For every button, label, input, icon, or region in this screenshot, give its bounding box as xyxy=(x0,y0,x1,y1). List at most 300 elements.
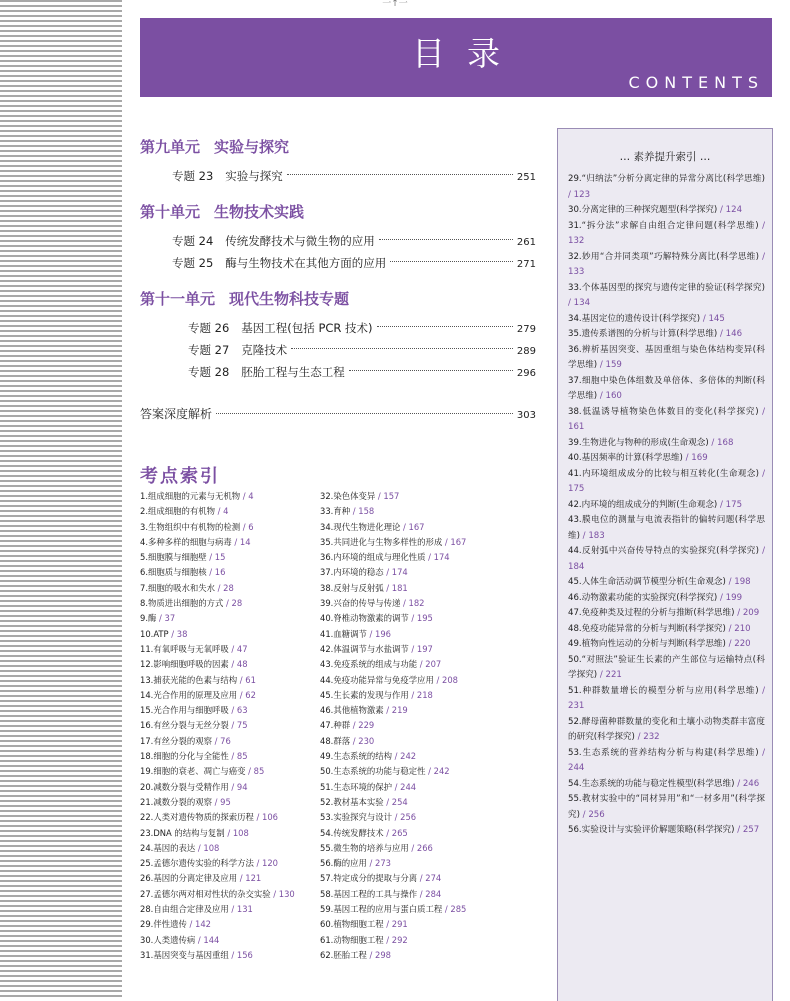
entry-page: 199 xyxy=(725,592,743,603)
index-entry[interactable]: 36.内环境的组成与理化性质 / 174 xyxy=(320,552,450,563)
index-entry[interactable]: 55.教材实验中的“同材异用”和“一材多用”(科学探究) / 256 xyxy=(568,794,765,820)
entry-name: 7.细胞的吸水和失水 xyxy=(140,582,215,593)
entry-name: 13.捕获光能的色素与结构 xyxy=(140,674,238,685)
entry-page: 4 xyxy=(223,506,229,517)
entry-page: 85 xyxy=(253,766,265,777)
entry-name: 14.光合作用的原理及应用 xyxy=(140,689,238,700)
entry-name: 48.群落 xyxy=(320,735,351,746)
entry-name: 3.生物组织中有机物的检测 xyxy=(140,521,241,532)
entry-name: 33.育种 xyxy=(320,506,351,517)
index-entry[interactable]: 60.植物细胞工程 / 291 xyxy=(320,919,408,930)
entry-page: 157 xyxy=(383,491,400,501)
literacy-index-panel xyxy=(557,128,773,1001)
index-entry[interactable]: 57.特定成分的提取与分离 / 274 xyxy=(320,873,442,884)
entry-page: 161 xyxy=(568,422,585,432)
leader-dots xyxy=(377,325,513,327)
entry-name: 47.种群 xyxy=(320,720,351,731)
entry-page: 124 xyxy=(725,205,743,215)
entry-page: 94 xyxy=(236,781,248,792)
unit-label: 第九单元 xyxy=(140,138,201,156)
entry-page: 4 xyxy=(248,491,254,501)
unit-title: 实验与探究 xyxy=(214,138,290,156)
entry-page: 75 xyxy=(236,720,248,731)
entry-name: 33.个体基因型的探究与遗传定律的验证(科学探究) xyxy=(568,282,765,293)
index-entry[interactable]: 9.酶 / 37 xyxy=(140,613,176,624)
index-entry[interactable]: 28.自由组合定律及应用 / 131 xyxy=(140,904,253,915)
index-entry[interactable]: 41.内环境组成成分的比较与相互转化(生命观念) / 175 xyxy=(568,468,765,494)
entry-name: 53.实验探究与设计 xyxy=(320,812,392,823)
entry-name: 31.“拆分法”求解自由组合定律问题(科学思维) xyxy=(568,220,759,231)
entry-name: 45.生长素的发现与作用 xyxy=(320,689,409,700)
entry-page: 61 xyxy=(245,674,256,685)
entry-page: 244 xyxy=(568,763,585,773)
index-entry[interactable]: 48.免疫功能异常的分析与判断(科学探究) / 210 xyxy=(568,623,751,634)
entry-page: 142 xyxy=(194,919,211,930)
entry-page: 244 xyxy=(400,781,417,792)
entry-page: 246 xyxy=(742,778,760,789)
table-of-contents xyxy=(140,136,536,422)
index-entry[interactable]: 29.伴性遗传 / 142 xyxy=(140,919,211,930)
topic-label: 专题 24 xyxy=(172,234,214,248)
index-entry[interactable]: 52.教材基本实验 / 254 xyxy=(320,796,408,807)
entry-page: 169 xyxy=(691,453,708,463)
entry-page: 37 xyxy=(164,613,176,624)
entry-page: 146 xyxy=(725,329,743,339)
index-entry[interactable]: 55.微生物的培养与应用 / 266 xyxy=(320,842,433,853)
entry-page: 16 xyxy=(214,567,226,578)
entry-name: 53.生态系统的营养结构分析与构建(科学思维) xyxy=(568,747,759,758)
entry-name: 42.内环境的组成成分的判断(生命观念) xyxy=(568,499,718,510)
entry-page: 175 xyxy=(568,484,585,494)
index-entry[interactable]: 61.动物细胞工程 / 292 xyxy=(320,934,408,945)
index-entry[interactable]: 3.生物组织中有机物的检测 / 6 xyxy=(140,521,254,532)
leader-dots xyxy=(216,412,513,414)
index-entry[interactable]: 30.人类遗传病 / 144 xyxy=(140,934,220,945)
entry-name: 34.基因定位的遗传设计(科学探究) xyxy=(568,313,701,324)
index-entry[interactable]: 16.有丝分裂与无丝分裂 / 75 xyxy=(140,720,248,731)
entry-page: 229 xyxy=(358,720,375,731)
index-entry[interactable]: 40.脊椎动物激素的调节 / 195 xyxy=(320,613,433,624)
entry-page: 195 xyxy=(416,613,433,624)
entry-name: 46.动物激素功能的实验探究(科学探究) xyxy=(568,592,718,603)
entry-page: 48 xyxy=(236,659,248,670)
leader-dots xyxy=(291,347,513,349)
entry-page: 230 xyxy=(358,735,375,746)
entry-page: 95 xyxy=(220,796,231,807)
index-column-2 xyxy=(320,489,545,963)
entry-page: 219 xyxy=(391,705,408,716)
topic-page: 279 xyxy=(516,324,536,335)
entry-page: 292 xyxy=(391,934,408,945)
index-entry[interactable]: 45.人体生命活动调节模型分析(生命观念) / 198 xyxy=(568,577,751,587)
unit-title: 生物技术实践 xyxy=(214,203,305,221)
entry-name: 32.妙用“合并同类项”巧解特殊分离比(科学思维) xyxy=(568,251,760,262)
page-title: 目录 xyxy=(412,34,522,73)
entry-page: 120 xyxy=(261,858,278,869)
entry-name: 56.酶的应用 xyxy=(320,858,367,869)
index-entry[interactable]: 35.遗传系谱图的分析与计算(科学思维) / 146 xyxy=(568,329,743,339)
entry-name: 44.反射弧中兴奋传导特点的实验探究(科学探究) xyxy=(568,546,760,556)
index-entry[interactable]: 46.其他植物激素 / 219 xyxy=(320,705,408,716)
entry-page: 144 xyxy=(203,934,220,945)
entry-page: 284 xyxy=(425,888,442,899)
entry-page: 220 xyxy=(734,639,751,649)
entry-page: 15 xyxy=(214,552,226,563)
entry-name: 12.影响细胞呼吸的因素 xyxy=(140,659,229,670)
entry-page: 285 xyxy=(450,904,467,915)
index-entry[interactable]: 50.生态系统的功能与稳定性 / 242 xyxy=(320,766,450,777)
entry-name: 49.植物向性运动的分析与判断(科学思维) xyxy=(568,639,726,649)
index-entry[interactable]: 50.“对照法”验证生长素的产生部位与运输特点(科学探究) / 221 xyxy=(568,654,765,680)
entry-name: 40.脊椎动物激素的调节 xyxy=(320,613,409,624)
unit-heading xyxy=(140,136,536,157)
leader-dots xyxy=(390,260,513,262)
index-entry[interactable]: 31.“拆分法”求解自由组合定律问题(科学思维) / 132 xyxy=(568,220,765,246)
index-entry[interactable]: 17.有丝分裂的观察 / 76 xyxy=(140,735,231,746)
entry-page: 160 xyxy=(605,391,622,401)
entry-name: 28.自由组合定律及应用 xyxy=(140,904,229,915)
entry-name: 52.酵母菌种群数量的变化和土壤小动物类群丰富度的研究(科学探究) xyxy=(568,716,765,742)
index-entry[interactable]: 6.细胞质与细胞核 / 16 xyxy=(140,567,226,578)
index-entry[interactable]: 33.个体基因型的探究与遗传定律的验证(科学探究) / 134 xyxy=(568,282,765,308)
index-entry[interactable]: 34.现代生物进化理论 / 167 xyxy=(320,521,425,532)
entry-name: 60.植物细胞工程 xyxy=(320,919,384,930)
entry-name: 51.种群数量增长的模型分析与应用(科学思维) xyxy=(568,685,759,696)
entry-page: 231 xyxy=(568,701,585,711)
index-entry[interactable]: 1.组成细胞的元素与无机物 / 4 xyxy=(140,491,254,501)
index-entry[interactable]: 29.“归纳法”分析分离定律的异常分离比(科学思维) / 123 xyxy=(568,174,765,200)
entry-name: 38.反射与反射弧 xyxy=(320,582,384,593)
entry-page: 221 xyxy=(605,670,622,680)
entry-page: 159 xyxy=(605,360,622,370)
index-entry[interactable]: 40.基因频率的计算(科学思维) / 169 xyxy=(568,453,708,463)
entry-page: 134 xyxy=(573,298,591,308)
index-entry[interactable]: 53.实验探究与设计 / 256 xyxy=(320,812,417,823)
index-entry[interactable]: 18.细胞的分化与全能性 / 85 xyxy=(140,751,248,762)
index-entry[interactable]: 24.基因的表达 / 108 xyxy=(140,842,220,853)
entry-name: 59.基因工程的应用与蛋白质工程 xyxy=(320,904,443,915)
entry-page: 38 xyxy=(176,628,188,639)
index-entry[interactable]: 35.共同进化与生物多样性的形成 / 167 xyxy=(320,536,467,547)
entry-name: 1.组成细胞的元素与无机物 xyxy=(140,491,241,501)
entry-name: 47.免疫种类及过程的分析与推断(科学思维) xyxy=(568,608,735,618)
entry-page: 131 xyxy=(236,904,253,915)
entry-page: 14 xyxy=(239,536,251,547)
entry-page: 132 xyxy=(568,236,585,246)
entry-page: 76 xyxy=(220,735,231,746)
entry-name: 46.其他植物激素 xyxy=(320,705,384,716)
entry-name: 27.孟德尔两对相对性状的杂交实验 xyxy=(140,888,271,899)
entry-page: 198 xyxy=(734,577,751,587)
index-entry[interactable]: 38.反射与反射弧 / 181 xyxy=(320,582,408,593)
entry-name: 58.基因工程的工具与操作 xyxy=(320,888,418,899)
entry-page: 182 xyxy=(408,598,425,609)
entry-name: 45.人体生命活动调节模型分析(生命观念) xyxy=(568,577,726,587)
index-entry[interactable]: 48.群落 / 230 xyxy=(320,735,375,746)
leader-dots xyxy=(287,173,513,175)
index-column-1 xyxy=(140,489,315,963)
toc-entry[interactable] xyxy=(140,339,536,361)
entry-page: 175 xyxy=(725,499,743,510)
entry-name: 40.基因频率的计算(科学思维) xyxy=(568,453,683,463)
index-entry[interactable]: 36.辨析基因突变、基因重组与染色体结构变异(科学思维) / 159 xyxy=(568,344,765,370)
index-entry[interactable]: 56.酶的应用 / 273 xyxy=(320,858,391,869)
index-entry[interactable]: 25.孟德尔遗传实验的科学方法 / 120 xyxy=(140,858,278,869)
entry-page: 158 xyxy=(358,506,375,517)
entry-page: 256 xyxy=(400,812,417,823)
entry-page: 196 xyxy=(374,628,391,639)
index-entry[interactable]: 59.基因工程的应用与蛋白质工程 / 285 xyxy=(320,904,467,915)
index-entry[interactable]: 22.人类对遗传物质的探索历程 / 106 xyxy=(140,812,278,823)
topic-label: 专题 25 xyxy=(172,256,214,270)
entry-name: 30.分离定律的三种探究题型(科学探究) xyxy=(568,205,718,215)
entry-name: 56.实验设计与实验评价解题策略(科学探究) xyxy=(568,825,735,835)
entry-name: 23.DNA 的结构与复制 xyxy=(140,827,225,838)
index-entry[interactable]: 38.低温诱导植物染色体数目的变化(科学探究) / 161 xyxy=(568,406,765,432)
entry-name: 11.有氧呼吸与无氧呼吸 xyxy=(140,643,229,654)
entry-page: 167 xyxy=(408,521,425,532)
answer-title: 答案深度解析 xyxy=(140,407,213,421)
entry-page: 265 xyxy=(391,827,408,838)
index-entry[interactable]: 31.基因突变与基因重组 / 156 xyxy=(140,949,253,960)
entry-name: 35.遗传系谱图的分析与计算(科学思维) xyxy=(568,329,718,339)
index-entry[interactable]: 56.实验设计与实验评价解题策略(科学探究) / 257 xyxy=(568,825,760,835)
index-entry[interactable]: 26.基因的分离定律及应用 / 121 xyxy=(140,873,262,884)
entry-name: 38.低温诱导植物染色体数目的变化(科学探究) xyxy=(568,406,759,417)
topic-page: 251 xyxy=(516,172,536,183)
entry-name: 37.内环境的稳态 xyxy=(320,567,384,578)
index-entry[interactable]: 37.细胞中染色体组数及单倍体、多倍体的判断(科学思维) / 160 xyxy=(568,375,765,401)
entry-name: 35.共同进化与生物多样性的形成 xyxy=(320,536,443,547)
index-title: 考点索引 xyxy=(140,466,220,487)
index-entry[interactable]: 33.育种 / 158 xyxy=(320,506,375,517)
entry-page: 85 xyxy=(236,751,248,762)
index-entry[interactable]: 41.血糖调节 / 196 xyxy=(320,628,391,639)
entry-page: 62 xyxy=(245,689,256,700)
entry-name: 54.生态系统的功能与稳定性模型(科学思维) xyxy=(568,778,735,789)
entry-name: 49.生态系统的结构 xyxy=(320,751,392,762)
entry-page: 28 xyxy=(231,598,243,609)
index-entry[interactable]: 13.捕获光能的色素与结构 / 61 xyxy=(140,674,256,685)
index-entry[interactable]: 8.物质进出细胞的方式 / 28 xyxy=(140,598,243,609)
entry-name: 5.细胞膜与细胞壁 xyxy=(140,552,207,563)
unit-title: 现代生物科技专题 xyxy=(229,290,350,308)
entry-name: 50.生态系统的功能与稳定性 xyxy=(320,766,426,777)
index-entry[interactable]: 4.多种多样的细胞与病毒 / 14 xyxy=(140,536,251,547)
topic-title: 实验与探究 xyxy=(225,169,283,183)
entry-name: 62.胚胎工程 xyxy=(320,949,367,960)
entry-name: 8.物质进出细胞的方式 xyxy=(140,598,224,609)
entry-page: 130 xyxy=(278,888,295,899)
entry-page: 156 xyxy=(236,949,253,960)
toc-entry[interactable] xyxy=(140,230,536,252)
entry-name: 29.“归纳法”分析分离定律的异常分离比(科学思维) xyxy=(568,174,765,184)
entry-page: 242 xyxy=(433,766,450,777)
entry-name: 39.兴奋的传导与传递 xyxy=(320,598,401,609)
entry-page: 106 xyxy=(261,812,278,823)
index-entry[interactable]: 44.反射弧中兴奋传导特点的实验探究(科学探究) / 184 xyxy=(568,546,765,572)
topic-title: 酶与生物技术在其他方面的应用 xyxy=(225,256,387,270)
entry-name: 17.有丝分裂的观察 xyxy=(140,735,212,746)
toc-entry[interactable] xyxy=(140,252,536,274)
entry-name: 54.传统发酵技术 xyxy=(320,827,384,838)
entry-page: 273 xyxy=(374,858,391,869)
entry-page: 210 xyxy=(734,623,751,634)
entry-name: 36.辨析基因突变、基因重组与染色体结构变异(科学思维) xyxy=(568,344,765,370)
entry-page: 218 xyxy=(416,689,433,700)
entry-name: 36.内环境的组成与理化性质 xyxy=(320,552,426,563)
entry-page: 291 xyxy=(391,919,408,930)
entry-page: 47 xyxy=(236,643,248,654)
entry-page: 207 xyxy=(425,659,442,670)
topic-label: 专题 27 xyxy=(188,343,230,357)
toc-entry[interactable] xyxy=(140,165,536,187)
index-entry[interactable]: 42.内环境的组成成分的判断(生命观念) / 175 xyxy=(568,499,743,510)
entry-page: 133 xyxy=(568,267,585,277)
entry-name: 41.内环境组成成分的比较与相互转化(生命观念) xyxy=(568,468,760,479)
entry-name: 55.微生物的培养与应用 xyxy=(320,842,409,853)
entry-name: 43.免疫系统的组成与功能 xyxy=(320,659,418,670)
entry-page: 184 xyxy=(568,561,585,572)
entry-name: 9.酶 xyxy=(140,613,157,624)
entry-page: 181 xyxy=(391,582,408,593)
unit-label: 第十一单元 xyxy=(140,290,216,308)
entry-page: 298 xyxy=(374,949,391,960)
entry-name: 24.基因的表达 xyxy=(140,842,196,853)
index-entry[interactable]: 54.生态系统的功能与稳定性模型(科学思维) / 246 xyxy=(568,778,760,789)
answer-entry[interactable] xyxy=(140,405,536,422)
entry-page: 242 xyxy=(400,751,417,762)
leader-dots xyxy=(379,238,513,240)
topic-title: 胚胎工程与生态工程 xyxy=(241,365,345,379)
entry-name: 30.人类遗传病 xyxy=(140,934,196,945)
entry-page: 145 xyxy=(708,313,725,324)
entry-name: 10.ATP xyxy=(140,628,169,639)
unit-label: 第十单元 xyxy=(140,203,201,221)
entry-name: 29.伴性遗传 xyxy=(140,919,187,930)
entry-page: 108 xyxy=(232,827,249,838)
index-entry[interactable]: 5.细胞膜与细胞壁 / 15 xyxy=(140,552,226,563)
answer-page: 303 xyxy=(516,410,536,421)
entry-name: 37.细胞中染色体组数及单倍体、多倍体的判断(科学思维) xyxy=(568,375,765,401)
index-entry[interactable]: 10.ATP / 38 xyxy=(140,628,188,639)
index-entry[interactable]: 62.胚胎工程 / 298 xyxy=(320,949,391,960)
top-mark: 一↑一 xyxy=(382,0,408,9)
entry-page: 274 xyxy=(425,873,442,884)
entry-name: 19.细胞的衰老、凋亡与癌变 xyxy=(140,766,246,777)
panel-title: … 素养提升索引 … xyxy=(619,151,711,163)
index-entry[interactable]: 52.酵母菌种群数量的变化和土壤小动物类群丰富度的研究(科学探究) / 232 xyxy=(568,716,765,742)
entry-name: 61.动物细胞工程 xyxy=(320,934,384,945)
index-entry[interactable]: 30.分离定律的三种探究题型(科学探究) / 124 xyxy=(568,205,743,215)
index-entry[interactable]: 49.植物向性运动的分析与判断(科学思维) / 220 xyxy=(568,639,751,649)
index-entry[interactable]: 21.减数分裂的观察 / 95 xyxy=(140,796,231,807)
index-entry[interactable]: 39.生物进化与物种的形成(生命观念) / 168 xyxy=(568,437,734,448)
topic-page: 296 xyxy=(516,368,536,379)
index-entry[interactable]: 45.生长素的发现与作用 / 218 xyxy=(320,689,433,700)
entry-name: 34.现代生物进化理论 xyxy=(320,521,401,532)
entry-page: 208 xyxy=(441,674,458,685)
topic-label: 专题 23 xyxy=(172,169,214,183)
entry-name: 32.染色体变异 xyxy=(320,491,376,501)
index-entry[interactable]: 58.基因工程的工具与操作 / 284 xyxy=(320,888,442,899)
entry-name: 52.教材基本实验 xyxy=(320,796,384,807)
index-entry[interactable]: 43.膜电位的测量与电流表指针的偏转问题(科学思维) / 183 xyxy=(568,515,765,541)
index-entry[interactable]: 7.细胞的吸水和失水 / 28 xyxy=(140,582,234,593)
entry-page: 256 xyxy=(588,809,605,820)
index-entry[interactable]: 47.免疫种类及过程的分析与推断(科学思维) / 209 xyxy=(568,608,760,618)
entry-page: 266 xyxy=(416,842,433,853)
index-entry[interactable]: 14.光合作用的原理及应用 / 62 xyxy=(140,689,256,700)
index-entry[interactable]: 54.传统发酵技术 / 265 xyxy=(320,827,408,838)
entry-page: 108 xyxy=(203,842,220,853)
entry-name: 43.膜电位的测量与电流表指针的偏转问题(科学思维) xyxy=(568,515,765,541)
entry-name: 51.生态环境的保护 xyxy=(320,781,392,792)
topic-label: 专题 28 xyxy=(188,365,230,379)
entry-name: 50.“对照法”验证生长素的产生部位与运输特点(科学探究) xyxy=(568,654,765,680)
index-entry[interactable]: 27.孟德尔两对相对性状的杂交实验 / 130 xyxy=(140,888,295,899)
index-entry[interactable]: 51.种群数量增长的模型分析与应用(科学思维) / 231 xyxy=(568,685,765,711)
entry-name: 57.特定成分的提取与分离 xyxy=(320,873,418,884)
index-entry[interactable]: 43.免疫系统的组成与功能 / 207 xyxy=(320,659,442,670)
entry-name: 42.体温调节与水盐调节 xyxy=(320,643,409,654)
entry-name: 16.有丝分裂与无丝分裂 xyxy=(140,720,229,731)
index-entry[interactable]: 23.DNA 的结构与复制 / 108 xyxy=(140,827,249,838)
index-entry[interactable]: 42.体温调节与水盐调节 / 197 xyxy=(320,643,433,654)
index-entry[interactable]: 2.组成细胞的有机物 / 4 xyxy=(140,506,229,517)
entry-name: 25.孟德尔遗传实验的科学方法 xyxy=(140,858,254,869)
entry-page: 28 xyxy=(223,582,234,593)
index-entry[interactable]: 46.动物激素功能的实验探究(科学探究) / 199 xyxy=(568,592,743,603)
entry-name: 44.免疫功能异常与免疫学应用 xyxy=(320,674,434,685)
index-entry[interactable]: 39.兴奋的传导与传递 / 182 xyxy=(320,598,425,609)
entry-page: 6 xyxy=(248,521,254,532)
entry-page: 257 xyxy=(742,825,760,835)
entry-page: 121 xyxy=(245,873,262,884)
entry-page: 174 xyxy=(391,567,408,578)
entry-page: 183 xyxy=(588,530,605,541)
index-entry[interactable]: 20.减数分裂与受精作用 / 94 xyxy=(140,781,248,792)
entry-name: 4.多种多样的细胞与病毒 xyxy=(140,536,232,547)
index-entry[interactable]: 44.免疫功能异常与免疫学应用 / 208 xyxy=(320,674,458,685)
index-entry[interactable]: 19.细胞的衰老、凋亡与癌变 / 85 xyxy=(140,766,265,777)
topic-label: 专题 26 xyxy=(188,321,230,335)
entry-page: 63 xyxy=(236,705,248,716)
index-entry[interactable]: 47.种群 / 229 xyxy=(320,720,375,731)
entry-name: 18.细胞的分化与全能性 xyxy=(140,751,229,762)
index-entry[interactable]: 51.生态环境的保护 / 244 xyxy=(320,781,417,792)
entry-name: 39.生物进化与物种的形成(生命观念) xyxy=(568,437,709,448)
index-entry[interactable]: 11.有氧呼吸与无氧呼吸 / 47 xyxy=(140,643,248,654)
topic-title: 基因工程(包括 PCR 技术) xyxy=(241,321,373,335)
entry-name: 22.人类对遗传物质的探索历程 xyxy=(140,812,254,823)
entry-page: 197 xyxy=(416,643,433,654)
index-entry[interactable]: 32.妙用“合并同类项”巧解特殊分离比(科学思维) / 133 xyxy=(568,251,765,277)
leader-dots xyxy=(349,369,513,371)
entry-page: 167 xyxy=(450,536,467,547)
index-entry[interactable]: 12.影响细胞呼吸的因素 / 48 xyxy=(140,659,248,670)
index-entry[interactable]: 49.生态系统的结构 / 242 xyxy=(320,751,417,762)
index-entry[interactable]: 15.光合作用与细胞呼吸 / 63 xyxy=(140,705,248,716)
index-entry[interactable]: 32.染色体变异 / 157 xyxy=(320,491,400,501)
index-entry[interactable]: 37.内环境的稳态 / 174 xyxy=(320,567,408,578)
toc-entry[interactable] xyxy=(140,317,536,339)
index-entry[interactable]: 53.生态系统的营养结构分析与构建(科学思维) / 244 xyxy=(568,747,765,773)
entry-page: 209 xyxy=(742,608,760,618)
toc-entry[interactable] xyxy=(140,361,536,383)
decorative-stripes xyxy=(0,0,122,1000)
index-entry[interactable]: 34.基因定位的遗传设计(科学探究) / 145 xyxy=(568,313,725,324)
